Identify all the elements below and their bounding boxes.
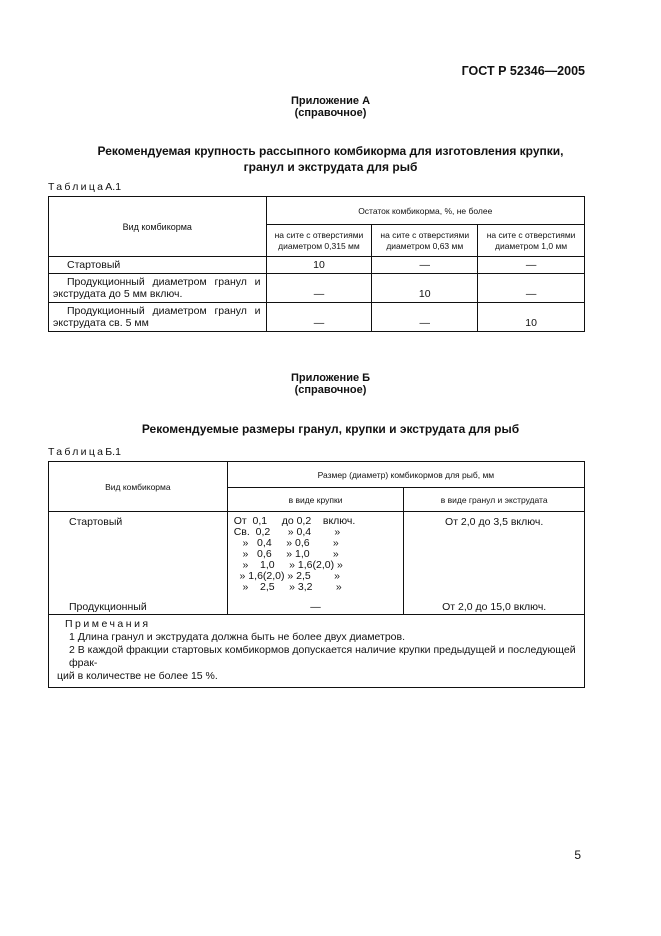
document-code: ГОСТ Р 52346—2005 <box>461 64 585 78</box>
cell-value: 10 <box>372 274 478 303</box>
crumb-range-line: От 0,1 до 0,2 включ. <box>233 515 356 527</box>
table-b1-col-type: Вид комбикорма <box>49 462 228 512</box>
annex-a-heading-line1: Рекомендуемая крупность рассыпного комбикорма для изготовления крупки, <box>97 144 564 158</box>
cell-value: 10 <box>266 257 372 274</box>
table-row <box>49 303 585 332</box>
note-1: 1 Длина гранул и экструдата должна быть не более двух диаметров. <box>69 631 406 643</box>
row-name-starter: Стартовый <box>69 516 123 528</box>
table-row <box>49 257 585 274</box>
crumb-range-line: » 2,5 » 3,2 » <box>233 581 342 593</box>
table-row <box>49 512 585 615</box>
annex-a-heading-line2: гранул и экструдата для рыб <box>243 160 418 174</box>
cell-value: — <box>266 303 372 332</box>
table-a1-label <box>48 181 121 193</box>
note-2-line2: ций в количестве не более 15 %. <box>57 670 218 682</box>
table-a1-label-num: А.1 <box>105 181 122 193</box>
granule-production-value: От 2,0 до 15,0 включ. <box>442 601 547 613</box>
cell-value: — <box>478 257 585 274</box>
table-a1 <box>48 196 585 332</box>
notes-title: Примечания <box>65 618 151 630</box>
note-2-line1: 2 В каждой фракции стартовых комбикормов допускается наличие крупки предыдущей и последующей фрак- <box>69 644 576 669</box>
annex-b-heading: Рекомендуемые размеры гранул, крупки и экструдата для рыб <box>141 422 520 436</box>
table-b1-label-num: Б.1 <box>105 446 121 458</box>
table-row <box>49 274 585 303</box>
crumb-range-line: Св. 0,2 » 0,4 » <box>233 526 341 538</box>
table-b1-body-names <box>49 512 228 615</box>
annex-a-title: Приложение А <box>290 95 371 107</box>
page-number: 5 <box>574 848 581 862</box>
cell-value: 10 <box>478 303 585 332</box>
cell-value: — <box>478 274 585 303</box>
annex-b-title: Приложение Б <box>290 372 371 384</box>
table-b1-subcol-1: в виде крупки <box>227 488 404 512</box>
granule-starter-value: От 2,0 до 3,5 включ. <box>445 516 544 528</box>
table-a1-col-group: Остаток комбикорма, %, не более <box>266 197 584 225</box>
crumb-production-value: — <box>310 601 321 613</box>
table-a1-label-prefix: Таблица <box>48 181 106 193</box>
table-b1-col-group: Размер (диаметр) комбикормов для рыб, мм <box>227 462 584 488</box>
table-b1-label-prefix: Таблица <box>48 446 106 458</box>
table-a1-col-type: Вид комбикорма <box>49 197 267 257</box>
table-notes-row <box>49 615 585 688</box>
table-b1-subcol-2: в виде гранул и экструдата <box>404 488 585 512</box>
crumb-range-line: » 0,6 » 1,0 » <box>233 548 339 560</box>
row-name-production: Продукционный <box>69 601 147 613</box>
table-b1-label <box>48 446 121 458</box>
row-name: Продукционный диаметром гранул и экструдата до 5 мм включ. <box>49 274 267 303</box>
table-b1 <box>48 461 585 688</box>
row-name: Стартовый <box>49 257 267 274</box>
table-a1-subcol-3: на сите с отверстиями диаметром 1,0 мм <box>478 225 585 257</box>
annex-b-subtitle: (справочное) <box>294 384 367 396</box>
crumb-range-line: » 0,4 » 0,6 » <box>233 537 339 549</box>
annex-a-subtitle: (справочное) <box>294 107 367 119</box>
cell-value: — <box>372 257 478 274</box>
table-notes <box>49 615 585 688</box>
table-a1-subcol-1: на сите с отверстиями диаметром 0,315 мм <box>266 225 372 257</box>
row-name: Продукционный диаметром гранул и экструдата св. 5 мм <box>49 303 267 332</box>
cell-value: — <box>266 274 372 303</box>
table-a1-subcol-2: на сите с отверстиями диаметром 0,63 мм <box>372 225 478 257</box>
table-b1-body-crumb <box>227 512 404 615</box>
crumb-range-line: » 1,6(2,0) » 2,5 » <box>233 570 340 582</box>
table-b1-body-granule <box>404 512 585 615</box>
cell-value: — <box>372 303 478 332</box>
crumb-range-line: » 1,0 » 1,6(2,0) » <box>233 559 343 571</box>
